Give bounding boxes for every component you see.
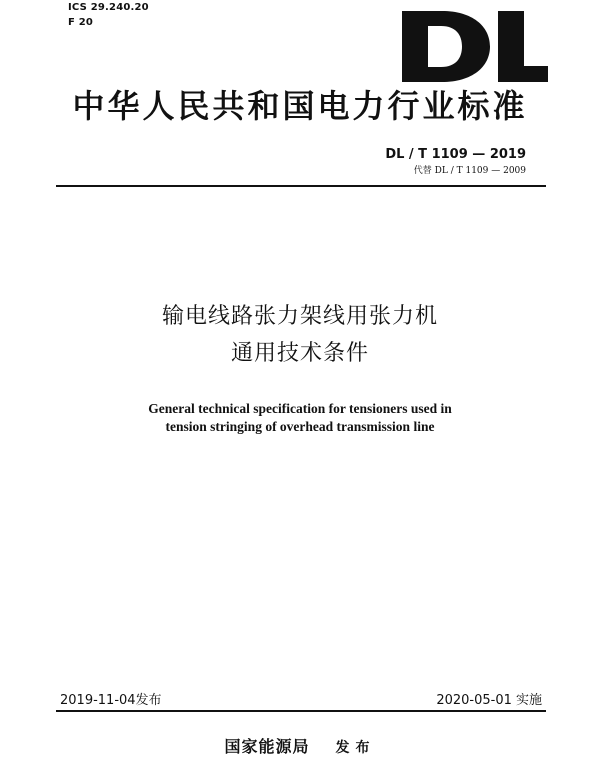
title-chinese-line-2: 通用技术条件 xyxy=(230,341,369,366)
bottom-divider xyxy=(56,710,546,712)
title-english-line-1: General technical specification for tensioners used in xyxy=(148,401,452,416)
implementation-date: 2020-05-01 实施 xyxy=(436,693,542,708)
issuer-name: 国家能源局 xyxy=(224,737,310,756)
replaces-standard: 代替 DL / T 1109 — 2009 xyxy=(413,166,526,176)
issuer-action: 发布 xyxy=(335,740,376,756)
title-chinese-line-1: 输电线路张力架线用张力机 xyxy=(161,304,438,329)
issue-date: 2019-11-04发布 xyxy=(60,693,162,708)
title-english-line-2: tension stringing of overhead transmission line xyxy=(165,419,435,434)
standard-number: DL / T 1109 — 2019 xyxy=(385,147,526,162)
issuer-line xyxy=(0,734,600,757)
issuing-organization-header: 中华人民共和国电力行业标准 xyxy=(72,87,528,125)
logo-letter-l xyxy=(498,11,548,82)
logo-letter-d xyxy=(402,11,490,82)
ics-code: ICS 29.240.20 xyxy=(68,2,149,13)
dl-logo xyxy=(398,8,550,85)
ccs-code: F 20 xyxy=(68,17,94,28)
top-divider xyxy=(56,185,546,187)
